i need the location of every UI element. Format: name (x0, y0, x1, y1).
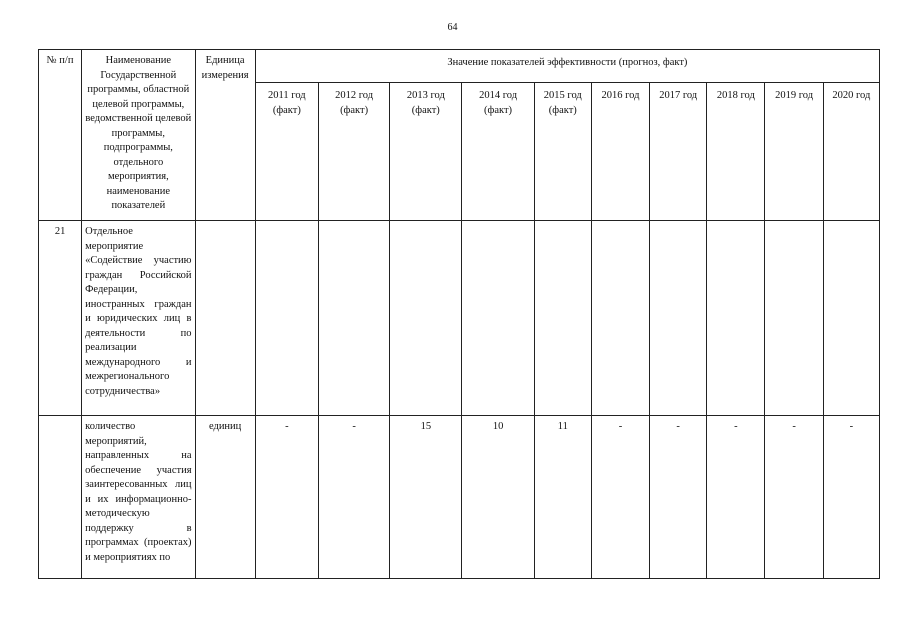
header-year: 2016 год (591, 83, 649, 221)
value-cell: - (650, 416, 707, 579)
value-cell: 15 (390, 416, 462, 579)
header-year: 2020 год (823, 83, 879, 221)
value-cell: - (765, 416, 823, 579)
value-cell: - (591, 416, 649, 579)
value-cell: 10 (462, 416, 534, 579)
header-year: 2011 год (факт) (255, 83, 318, 221)
value-cell (318, 221, 389, 416)
header-year: 2017 год (650, 83, 707, 221)
row-unit: единиц (195, 416, 255, 579)
header-year: 2019 год (765, 83, 823, 221)
value-cell (534, 221, 591, 416)
header-values-group: Значение показателей эффективности (прогноз, факт) (255, 50, 879, 83)
header-year: 2013 год (факт) (390, 83, 462, 221)
value-cell (765, 221, 823, 416)
page-number: 64 (447, 22, 458, 33)
table-row (39, 416, 880, 579)
value-cell: - (823, 416, 879, 579)
table-row (39, 221, 880, 416)
value-cell: 11 (534, 416, 591, 579)
value-cell (650, 221, 707, 416)
value-cell (390, 221, 462, 416)
value-cell: - (318, 416, 389, 579)
value-cell: - (255, 416, 318, 579)
header-year: 2015 год (факт) (534, 83, 591, 221)
row-num (39, 416, 82, 579)
header-year: 2018 год (707, 83, 765, 221)
row-name: Отдельное мероприятие «Содействие участию граждан Российской Федерации, иностранных граждан и юридических лиц в деятельности по реализации международного и межрегионального сотрудничества» (82, 221, 195, 416)
value-cell (255, 221, 318, 416)
row-num: 21 (39, 221, 82, 416)
value-cell: - (707, 416, 765, 579)
header-name: Наименование Государственной программы, областной целевой программы, ведомственной целевой программы, подпрограммы, отдельного мероприятия, наименование показателей (82, 50, 195, 221)
row-name: количество мероприятий, направленных на обеспечение участия заинтересованных лиц и их информационно-методическую поддержку в программах (проектах) и мероприятиях по (82, 416, 195, 579)
value-cell (462, 221, 534, 416)
header-num: № п/п (39, 50, 82, 221)
performance-indicators-table (38, 49, 880, 579)
row-unit (195, 221, 255, 416)
value-cell (823, 221, 879, 416)
header-unit: Единица измерения (195, 50, 255, 221)
header-year: 2014 год (факт) (462, 83, 534, 221)
header-year: 2012 год (факт) (318, 83, 389, 221)
value-cell (707, 221, 765, 416)
value-cell (591, 221, 649, 416)
